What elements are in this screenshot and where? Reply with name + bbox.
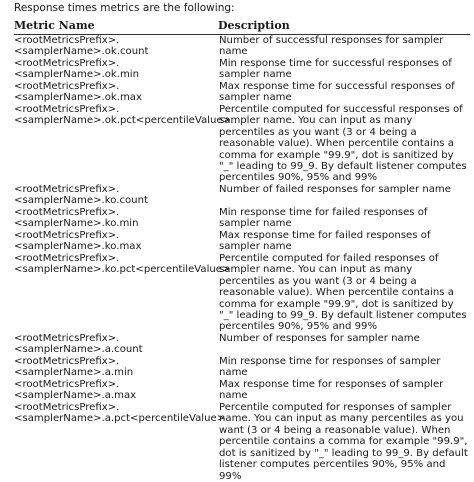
- column-header-metric-name: Metric Name: [14, 19, 218, 35]
- description-cell: Number of responses for sampler name: [218, 333, 470, 356]
- description-cell: Max response time for successful responses of sampler name: [218, 81, 470, 104]
- table-row: [14, 379, 470, 402]
- intro-text: Response times metrics are the following:: [14, 2, 235, 14]
- description-cell: Min response time for successful responses of sampler name: [218, 58, 470, 81]
- description-cell: Min response time for failed responses of sampler name: [218, 207, 470, 230]
- table-row: [14, 230, 470, 253]
- metric-name-cell: <rootMetricsPrefix>. <samplerName>.ok.pct<percentileValue>: [14, 104, 218, 184]
- metric-name-cell: <rootMetricsPrefix>. <samplerName>.a.max: [14, 379, 218, 402]
- description-cell: Number of successful responses for sampler name: [218, 35, 470, 59]
- table-row: [14, 402, 470, 482]
- metric-name-cell: <rootMetricsPrefix>. <samplerName>.ok.min: [14, 58, 218, 81]
- table-row: [14, 104, 470, 184]
- table-row: [14, 333, 470, 356]
- table-body: [14, 35, 470, 482]
- metric-name-cell: <rootMetricsPrefix>. <samplerName>.ko.count: [14, 184, 218, 207]
- description-cell: Percentile computed for failed responses of sampler name. You can input as many percentiles as you want (3 or 4 being a reasonable value). When percentile contains a comma for example "99.9", dot is sanitized by "_" leading to 99_9. By default listener computes percentiles 90%, 95% and 99%: [218, 253, 470, 333]
- table-row: [14, 356, 470, 379]
- table-header: [14, 19, 470, 35]
- metric-name-cell: <rootMetricsPrefix>. <samplerName>.ok.max: [14, 81, 218, 104]
- metric-name-cell: <rootMetricsPrefix>. <samplerName>.ko.pct<percentileValue>: [14, 253, 218, 333]
- description-cell: Max response time for failed responses of sampler name: [218, 230, 470, 253]
- metric-name-cell: <rootMetricsPrefix>. <samplerName>.a.count: [14, 333, 218, 356]
- metric-name-cell: <rootMetricsPrefix>. <samplerName>.ko.max: [14, 230, 218, 253]
- description-cell: Percentile computed for responses of sampler name. You can input as many percentiles as you want (3 or 4 being a reasonable value). When percentile contains a comma for example "99.9", dot is sanitized by "_" leading to 99_9. By default listener computes percentiles 90%, 95% and 99%: [218, 402, 470, 482]
- metric-name-cell: <rootMetricsPrefix>. <samplerName>.a.pct<percentileValue>: [14, 402, 218, 482]
- table-row: [14, 58, 470, 81]
- description-cell: Min response time for responses of sampler name: [218, 356, 470, 379]
- table-row: [14, 207, 470, 230]
- header-row: [14, 19, 470, 35]
- table-row: [14, 35, 470, 59]
- metric-name-cell: <rootMetricsPrefix>. <samplerName>.a.min: [14, 356, 218, 379]
- table-row: [14, 81, 470, 104]
- metric-name-cell: <rootMetricsPrefix>. <samplerName>.ko.min: [14, 207, 218, 230]
- description-cell: Percentile computed for successful responses of sampler name. You can input as many percentiles as you want (3 or 4 being a reasonable value). When percentile contains a comma for example "99.9", dot is sanitized by "_" leading to 99_9. By default listener computes percentiles 90%, 95% and 99%: [218, 104, 470, 184]
- metric-name-cell: <rootMetricsPrefix>. <samplerName>.ok.count: [14, 35, 218, 59]
- table-row: [14, 184, 470, 207]
- description-cell: Number of failed responses for sampler name: [218, 184, 470, 207]
- column-header-description: Description: [218, 19, 470, 35]
- table-row: [14, 253, 470, 333]
- metrics-table: [14, 19, 470, 482]
- description-cell: Max response time for responses of sampler name: [218, 379, 470, 402]
